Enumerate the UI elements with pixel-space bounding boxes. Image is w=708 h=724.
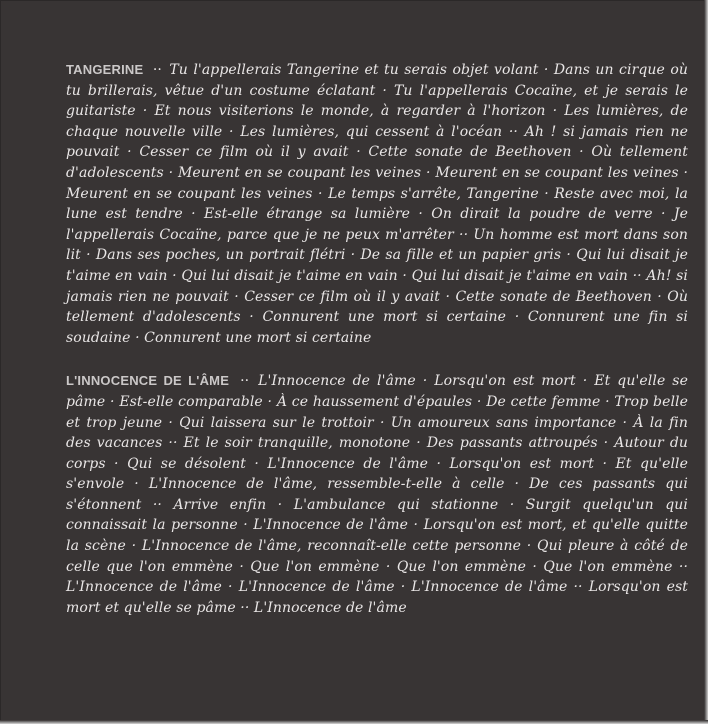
title-separator: ··	[152, 62, 162, 78]
scan-edge-bottom	[0, 720, 708, 724]
song-lyrics: Tu l'appellerais Tangerine et tu serais objet volant · Dans un cirque où tu brillerais, vêtue d'un costume éclatant · Tu l'appellerais Cocaïne, et je serais le guitariste · Et nous visiterions le monde, à regarder à l'horizon · Les lumières, de chaque nouvelle ville · Les lumières, qui cessent à l'océan ·· Ah ! si jamais rien ne pouvait · Cesser ce film où il y avait · Cette sonate de Beethoven · Où tellement d'adolescents · Meurent en se coupant les veines · Meurent en se coupant les veines · Meurent en se coupant les veines · Le temps s'arrête, Tangerine · Reste avec moi, la lune est tendre · Est-elle étrange sa lumière · On dirait la poudre de verre · Je l'appellerais Cocaïne, parce que je ne peux m'arrêter ·· Un homme est mort dans son lit · Dans ses poches, un portrait flétri · De sa fille et un papier gris · Qui lui disait je t'aime en vain · Qui lui disait je t'aime en vain · Qui lui disait je t'aime en vain ·· Ah! si jamais rien ne pouvait · Cesser ce film où il y avait · Cette sonate de Beethoven · Où tellement d'adolescents · Connurent une mort si certaine · Connurent une fin si soudaine · Connurent une mort si certaine	[66, 62, 688, 346]
scan-edge-right	[704, 0, 708, 724]
song-tangerine	[66, 60, 688, 348]
title-separator: ··	[240, 373, 250, 390]
song-innocence-de-l-ame	[66, 371, 688, 618]
song-title: TANGERINE	[66, 62, 144, 77]
song-lyrics: L'Innocence de l'âme · Lorsqu'on est mort · Et qu'elle se pâme · Est-elle comparable · À ce haussement d'épaules · De cette femme · Trop belle et trop jeune · Qui laissera sur le trottoir · Un amoureux sans importance · À la fin des vacances ·· Et le soir tranquille, monotone · Des passants attroupés · Autour du corps · Qui se désolent · L'Innocence de l'âme · Lorsqu'on est mort · Et qu'elle s'envole · L'Innocence de l'âme, ressemble-t-elle à celle · De ces passants qui s'étonnent ·· Arrive enfin · L'ambulance qui stationne · Surgit quelqu'un qui connaissait la personne · L'Innocence de l'âme · Lorsqu'on est mort, et qu'elle quitte la scène · L'Innocence de l'âme, reconnaît-elle cette personne · Qui pleure à côté de celle que l'on emmène · Que l'on emmène · Que l'on emmène · Que l'on emmène ·· L'Innocence de l'âme · L'Innocence de l'âme · L'Innocence de l'âme ·· Lorsqu'on est mort et qu'elle se pâme ·· L'Innocence de l'âme	[66, 373, 688, 616]
song-title: L'INNOCENCE DE L'ÂME	[66, 373, 230, 389]
lyrics-block	[66, 60, 688, 641]
